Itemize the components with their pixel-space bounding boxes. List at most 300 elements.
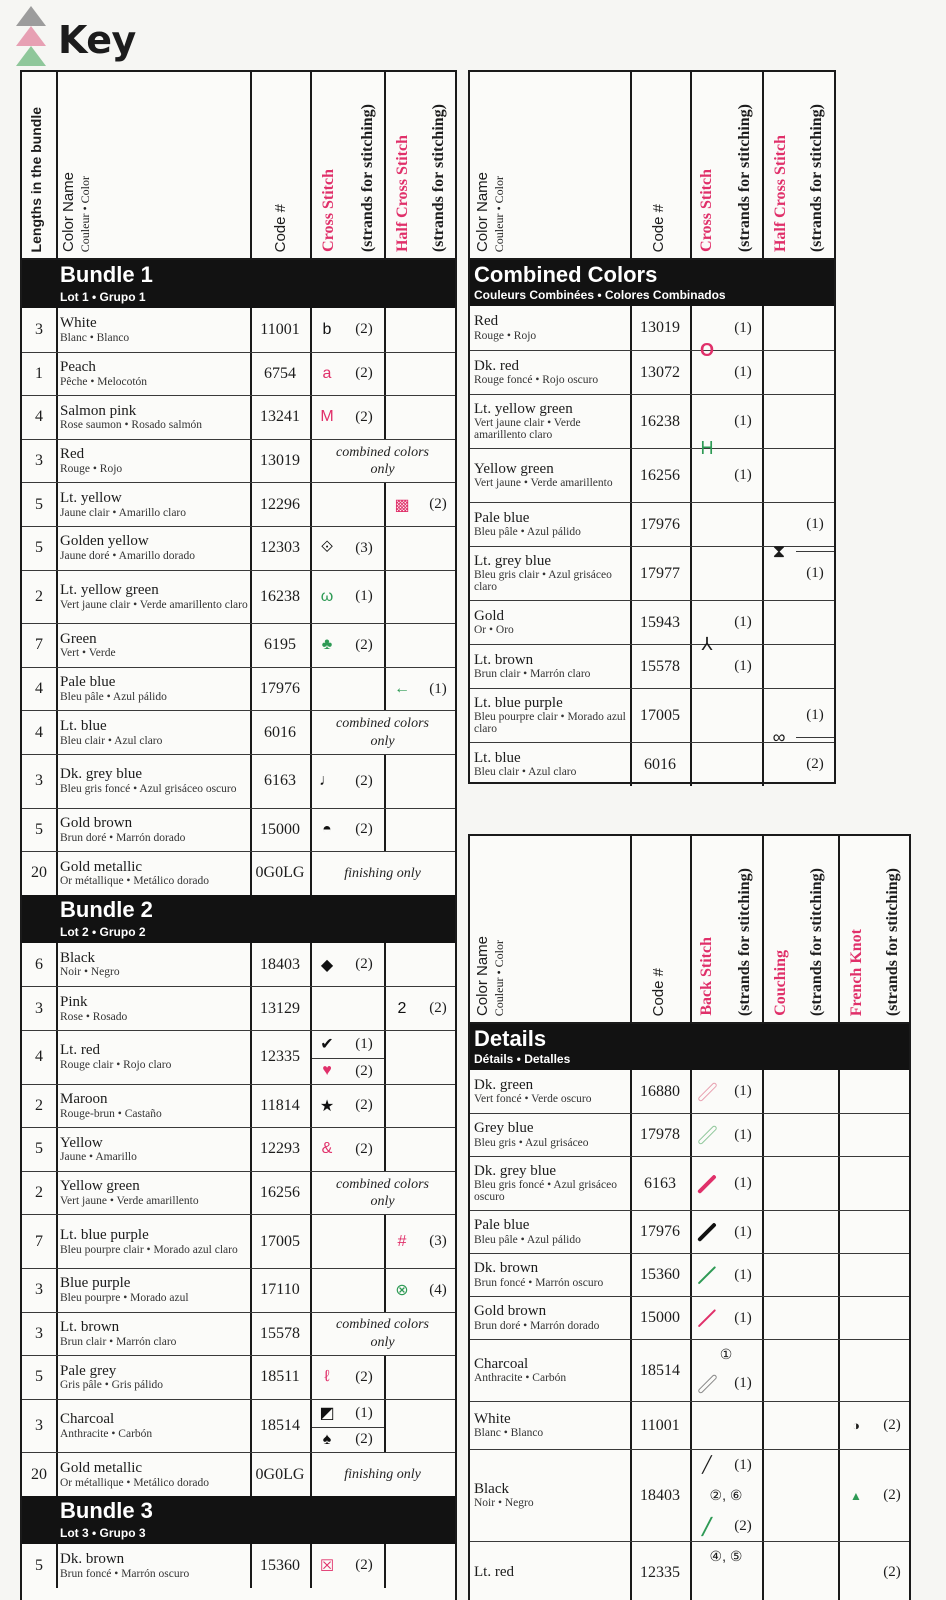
column-divider [384,1085,386,1128]
header-back-sub: (strands for stitching) [736,867,753,1016]
strands: (1) [734,413,752,429]
bundle-header [22,260,455,308]
column-divider [384,1128,386,1171]
color-name-translation: Bleu pâle • Azul pálido [474,526,581,539]
color-name: White [474,1410,511,1427]
table-row [22,943,455,987]
color-name-translation: Or métallique • Metálico dorado [60,875,210,888]
group-divider [796,551,834,552]
color-name: Lt. yellow green [60,581,159,598]
color-name-translation: Bleu pâle • Azul pálido [60,690,167,703]
column-divider [690,1211,692,1253]
bundle-length: 20 [31,864,47,882]
color-name-translation: Vert jaune clair • Verde amarillento claro [60,598,248,611]
color-name-cell [470,1254,630,1296]
column-divider [56,755,58,808]
bundle-length: 1 [35,364,43,382]
column-divider [250,1313,252,1356]
header-couch: Couching [772,950,789,1016]
color-name-translation: Vert jaune • Verde amarillento [474,477,613,490]
cross-stitch-strands: (1) [355,1404,373,1421]
column-divider [56,483,58,526]
column-divider [630,503,632,546]
color-code: 17976 [640,1223,680,1240]
back-stitch-strands: (1) [734,1309,752,1326]
color-code: 12293 [260,1140,300,1158]
column-divider [384,1544,386,1588]
header-color-name-sub: Couleur • Color [492,939,506,1016]
combined-subtitle: Couleurs Combinées • Colores Combinados [474,288,726,302]
header-cross: Cross Stitch [320,169,337,252]
color-name-cell [470,1340,630,1401]
strands: (1) [734,467,752,483]
column-divider [690,1402,692,1449]
color-name-cell [470,645,630,688]
column-divider [762,1070,764,1113]
color-name-translation: Bleu clair • Azul claro [474,766,577,779]
cross-stitch-strands: (2) [355,1062,373,1079]
color-name: Maroon [60,1090,108,1107]
color-name-translation: Or • Oro [474,624,514,637]
cross-stitch-strands: (2) [355,408,373,425]
column-divider [630,1254,632,1296]
column-divider [310,755,312,808]
color-name-translation: Bleu pourpre clair • Morado azul claro [60,1243,238,1256]
column-divider [250,711,252,754]
color-name: Lt. yellow [60,489,122,506]
color-code: 6016 [264,723,296,741]
column-divider [762,306,764,350]
color-name-translation: Blanc • Blanco [474,1427,544,1440]
column-divider [384,987,386,1030]
column-divider [250,72,252,260]
color-name: Red [60,446,85,463]
color-name: Lt. red [60,1042,100,1059]
note-combined: combined colors only [336,444,429,478]
color-code: 16238 [260,587,300,605]
table-row [22,1452,455,1496]
table-row [470,1156,909,1210]
color-name: Salmon pink [60,402,137,419]
back-stitch-line-icon [697,1373,718,1394]
column-divider [310,987,312,1030]
color-name-cell [470,1070,630,1113]
back-stitch-line-icon [690,1114,724,1156]
color-name-cell [470,1542,630,1600]
column-divider [56,1215,58,1268]
color-name-cell [56,1453,250,1496]
color-name-cell [56,624,250,667]
column-divider [250,1453,252,1496]
key-logo [16,6,46,66]
column-divider [56,1544,58,1588]
table-row [470,1541,909,1600]
color-name-translation: Blanc • Blanco [60,331,130,344]
color-code: 18514 [260,1417,300,1435]
table-row [22,482,455,526]
back-stitch-strands: (1) [734,1083,752,1099]
column-divider [56,809,58,852]
back-stitch-step-number: ① [719,1345,733,1362]
color-name-cell [56,353,250,396]
cross-stitch-symbol: ♠ [322,1430,332,1448]
color-code: 16256 [260,1184,300,1202]
strands: (1) [806,516,824,532]
color-code: 18403 [260,955,300,973]
column-divider [838,836,840,1024]
color-code: 18511 [260,1368,300,1386]
half-cross-strands: (2) [429,496,447,513]
cross-stitch-strands: (2) [355,1097,373,1114]
bundle-subtitle: Lot 2 • Grupo 2 [60,924,146,939]
column-divider [384,668,386,711]
column-divider [690,1114,692,1156]
color-name: White [60,314,97,331]
color-code: 15000 [260,820,300,838]
color-code: 16238 [640,412,680,430]
color-name: Lt. grey blue [474,552,552,569]
column-divider [310,1269,312,1312]
cross-stitch-strands: (3) [355,539,373,556]
color-name: Lt. blue [474,749,521,766]
table-row [22,623,455,667]
color-name-translation: Bleu gris clair • Azul grisáceo claro [474,569,612,594]
color-name-cell [56,987,250,1030]
column-divider [838,1157,840,1210]
back-stitch-symbol: ╱ [702,1518,712,1536]
header-cross: Cross Stitch [698,169,715,252]
back-stitch-line-icon [698,1266,716,1284]
color-name-cell [470,1297,630,1339]
cross-stitch-symbol: ℓ [324,1368,330,1386]
column-divider [310,1400,312,1453]
strands: (1) [734,319,752,336]
column-divider [384,624,386,667]
header-half: Half Cross Stitch [772,134,789,252]
header-cross-sub: (strands for stitching) [359,103,376,252]
table-row [470,448,834,502]
color-name-cell [56,1400,250,1453]
color-name-translation: Gris pâle • Gris pálido [60,1379,164,1392]
column-divider [56,1313,58,1356]
bundle-length: 3 [35,452,43,470]
details-header [470,1024,909,1070]
column-divider [250,624,252,667]
color-name-cell [470,1402,630,1449]
color-name-cell [56,1172,250,1215]
color-name-translation: Rouge-brun • Castaño [60,1107,162,1120]
column-divider [690,743,692,786]
column-divider [310,440,312,483]
header-color-name: Color Name [474,171,491,252]
color-name: Gold [474,607,504,624]
column-divider [690,1254,692,1296]
column-divider [690,1070,692,1113]
color-name-translation: Vert foncé • Verde oscuro [474,1093,592,1106]
combined-symbol: ⧗ [772,540,786,561]
color-name-translation: Brun clair • Marrón claro [474,668,591,681]
column-divider [310,1313,312,1356]
color-code: 13129 [260,999,300,1017]
color-name-translation: Rouge foncé • Rojo oscuro [474,374,599,387]
column-divider [250,527,252,570]
color-name: Peach [60,358,96,375]
column-divider [56,396,58,439]
column-divider [630,395,632,448]
column-divider [56,668,58,711]
column-divider [762,1211,764,1253]
table-row [22,570,455,624]
bundle-title: Bundle 3 [60,1498,153,1523]
bundle-header [22,895,455,943]
color-code: 18514 [640,1361,680,1379]
column-divider [762,1114,764,1156]
color-code: 13019 [640,319,680,336]
bundle-length: 3 [35,320,43,338]
color-name-translation: Bleu pâle • Azul pálido [474,1233,581,1246]
color-name-cell [56,1215,250,1268]
column-divider [762,601,764,644]
column-divider [630,1450,632,1541]
color-name-translation: Noir • Negro [60,966,120,979]
color-code: 6163 [264,772,296,790]
table-row [22,754,455,808]
column-divider [630,743,632,786]
table-row [22,1171,455,1215]
column-divider [690,503,692,546]
table-row [22,526,455,570]
color-name-cell [56,852,250,895]
color-code: 15360 [260,1556,300,1574]
color-name-translation: Jaune • Amarillo [60,1151,137,1164]
color-name-cell [56,527,250,570]
header-half-sub: (strands for stitching) [430,103,447,252]
cross-stitch-symbol: a [322,364,332,382]
back-stitch-step-number: ④, ⑤ [709,1547,743,1564]
cross-stitch-symbol: b [322,320,332,338]
column-divider [630,351,632,394]
column-divider [250,483,252,526]
table-row [22,808,455,852]
page-title: Key [58,18,136,62]
column-divider [384,1215,386,1268]
color-name: Dk. red [474,357,519,374]
column-divider [310,1215,312,1268]
column-divider [310,711,312,754]
back-stitch-line-icon [690,1211,724,1253]
color-code: 17005 [260,1232,300,1250]
bundle-length: 3 [35,772,43,790]
color-code: 16256 [640,466,680,484]
table-row [470,394,834,448]
table-row [470,1210,909,1253]
column-divider [384,755,386,808]
color-name-translation: Bleu gris foncé • Azul grisáceo oscuro [60,783,237,796]
french-knot-symbol: ▲ [850,1488,862,1503]
table-row [22,395,455,439]
color-name-cell [470,1450,630,1541]
column-divider [690,689,692,742]
color-name-cell [470,689,630,742]
column-divider [310,1031,312,1084]
column-divider [690,547,692,600]
table-row [22,1355,455,1399]
table-row [22,1399,455,1453]
header-half-sub: (strands for stitching) [808,103,825,252]
column-divider [310,943,312,987]
column-divider [310,1128,312,1171]
column-divider [762,1402,764,1449]
bundle-subtitle: Lot 1 • Grupo 1 [60,290,146,304]
french-knot-strands: (2) [883,1417,901,1433]
bundle-length: 2 [35,1184,43,1202]
combined-title: Combined Colors [474,262,658,287]
back-stitch-strands: (1) [734,1126,752,1143]
column-divider [630,1070,632,1113]
color-name: Lt. yellow green [474,400,573,417]
column-divider [384,1400,386,1453]
column-divider [56,440,58,483]
column-divider [838,1114,840,1156]
column-divider [838,1450,840,1541]
strands: (1) [806,565,824,581]
color-name-translation: Anthracite • Carbón [60,1427,153,1440]
column-divider [384,809,386,852]
bundle-length: 20 [31,1465,47,1483]
cross-stitch-strands: (2) [355,636,373,653]
table-row [470,1296,909,1339]
color-name-translation: Noir • Negro [474,1497,534,1510]
half-cross-symbol: ← [394,680,410,698]
back-stitch-line-icon [697,1174,716,1193]
column-divider [630,449,632,502]
table-row [22,1312,455,1356]
color-name-cell [470,503,630,546]
color-name-translation: Vert • Verde [60,647,116,660]
table-row [470,1070,909,1113]
color-name-cell [470,1211,630,1253]
column-divider [250,1269,252,1312]
half-cross-strands: (4) [429,1281,447,1298]
color-name-translation: Brun clair • Marrón claro [60,1335,177,1348]
column-divider [250,440,252,483]
color-code: 15360 [640,1266,680,1283]
column-divider [762,72,764,260]
bundle-table [20,70,457,1600]
column-divider [762,1542,764,1600]
column-divider [56,1172,58,1215]
table-row [470,306,834,350]
bundle-length: 5 [35,1368,43,1386]
color-name-translation: Vert jaune clair • Verde amarillento claro [474,417,581,442]
color-code: 0G0LG [255,864,305,882]
color-name-cell [56,483,250,526]
color-code: 6195 [264,636,296,654]
column-divider [56,308,58,352]
column-divider [310,1356,312,1399]
header-couch-sub: (strands for stitching) [808,867,825,1016]
column-divider [384,353,386,396]
table-row [22,1214,455,1268]
color-code: 15943 [640,613,680,631]
column-divider [690,1450,692,1541]
color-name-translation: Rose • Rosado [60,1010,128,1023]
bundle-table-header [22,72,455,260]
column-divider [630,601,632,644]
back-stitch-line-icon [690,1070,724,1113]
column-divider [690,1157,692,1210]
column-divider [250,852,252,895]
table-row [470,1339,909,1401]
column-divider [250,396,252,439]
column-divider [310,852,312,895]
back-stitch-line-icon [697,1125,718,1146]
column-divider [630,1211,632,1253]
column-divider [310,308,312,352]
bundle-length: 4 [35,408,43,426]
column-divider [250,1031,252,1084]
color-name: Yellow green [60,1178,140,1195]
back-stitch-line-icon [690,1157,724,1210]
column-divider [384,1269,386,1312]
column-divider [310,483,312,526]
back-stitch-line-icon [690,1297,724,1339]
table-row [22,1127,455,1171]
bundle-header [22,1496,455,1544]
column-divider [384,571,386,624]
color-code: 17110 [260,1281,300,1299]
header-color-name: Color Name [474,935,491,1016]
column-divider [56,1269,58,1312]
bundle-subtitle: Lot 3 • Grupo 3 [60,1526,146,1540]
combined-table-header [470,72,834,260]
header-code: Code # [650,203,667,252]
back-stitch-strands: (1) [734,1375,752,1391]
column-divider [310,1544,312,1588]
color-name: Lt. brown [60,1318,120,1335]
color-code: 11814 [260,1096,300,1114]
color-name-cell [56,1313,250,1356]
column-divider [630,1542,632,1600]
header-knot-sub: (strands for stitching) [884,867,901,1016]
column-divider [250,1544,252,1588]
half-cross-symbol: 2 [397,999,407,1017]
sub-row-divider [310,1058,384,1059]
back-stitch-strands: (1) [734,1175,752,1191]
bundle-length: 7 [35,636,43,654]
column-divider [838,1211,840,1253]
color-name: Lt. blue [60,717,107,734]
color-code: 17005 [640,706,680,724]
color-name-translation: Bleu pourpre clair • Morado azul claro [474,711,626,736]
color-name-translation: Anthracite • Carbón [474,1372,567,1385]
color-name-cell [56,440,250,483]
note-combined: combined colors only [336,716,429,749]
color-code: 13019 [260,452,300,470]
color-name-cell [56,668,250,711]
color-name: Blue purple [60,1275,131,1292]
half-cross-symbol: # [397,1232,407,1250]
color-code: 17978 [640,1126,680,1143]
color-name-cell [56,755,250,808]
column-divider [630,1402,632,1449]
color-name-translation: Rouge • Rojo [474,329,537,342]
color-name-translation: Bleu gris foncé • Azul grisáceo oscuro [474,1179,617,1204]
back-stitch-line-icon [690,1366,724,1401]
column-divider [56,1453,58,1496]
color-name: Yellow green [474,460,554,477]
back-stitch-symbol: ②, ⑥ [709,1487,743,1504]
